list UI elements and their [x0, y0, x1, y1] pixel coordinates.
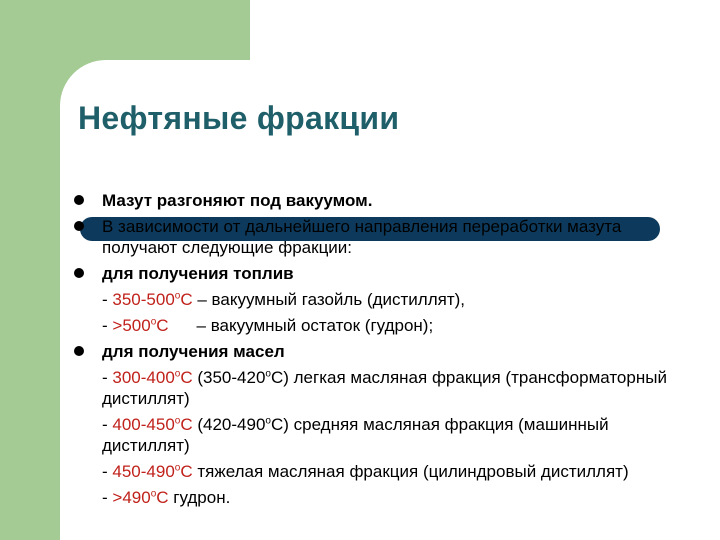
dash: -: [102, 462, 113, 481]
fraction-description: – вакуумный газойль (дистиллят),: [192, 290, 465, 309]
fraction-line: [72, 461, 672, 482]
bullet-dot-icon: [74, 195, 84, 205]
bullet-item: [72, 263, 672, 284]
fraction-line: - $400-450^оС$ $(420-490^оС)$ средняя масляная фракция (машинный дистиллят): [102, 415, 609, 455]
fraction-description: С) средняя масляная фракция (машинный дистиллят): [102, 415, 609, 455]
fraction-description: С) легкая масляная фракция (трансформаторный дистиллят): [102, 368, 667, 408]
bullet-dot-icon: [74, 268, 84, 278]
bullet-dot-icon: [74, 346, 84, 356]
bullet-item: [72, 216, 672, 258]
fraction-description: тяжелая масляная фракция (цилиндровый дистиллят): [192, 462, 629, 481]
bullet-item: [72, 190, 672, 211]
temperature-range: $400-450^оС$: [112, 415, 193, 434]
bullet-text: для получения масел: [102, 342, 285, 361]
top-white-area: [250, 0, 720, 60]
fraction-line: [72, 289, 672, 310]
fraction-line: [72, 315, 672, 336]
slide-body: [72, 190, 672, 513]
fraction-description: – вакуумный остаток (гудрон);: [196, 316, 434, 335]
dash: -: [102, 290, 113, 309]
dash: -: [102, 488, 113, 507]
fraction-line: - $300-400^оС$ $(350-420^оС)$ легкая масляная фракция (трансформаторный дистиллят): [102, 368, 667, 408]
fraction-line: [72, 487, 672, 508]
dash: -: [102, 368, 113, 387]
bullet-item: [72, 341, 672, 362]
temperature-range: $450-490^оС$: [112, 462, 193, 481]
bullet-text: В зависимости от дальнейшего направления переработки мазута получают следующие фракции:: [102, 217, 622, 257]
dash: -: [102, 316, 113, 335]
slide-title: Нефтяные фракции: [78, 100, 400, 136]
bullet-text: для получения топлив: [102, 264, 294, 283]
bullet-dot-icon: [74, 221, 84, 231]
temperature-range: $>500^оС$: [112, 316, 169, 335]
temperature-range: $350-500^оС$: [112, 290, 193, 309]
temperature-range: $>490^оС$: [112, 488, 169, 507]
dash: -: [102, 415, 113, 434]
bullet-text: Мазут разгоняют под вакуумом.: [102, 191, 373, 210]
temperature-range: $300-400^оС$: [112, 368, 193, 387]
fraction-description: гудрон.: [168, 488, 231, 507]
